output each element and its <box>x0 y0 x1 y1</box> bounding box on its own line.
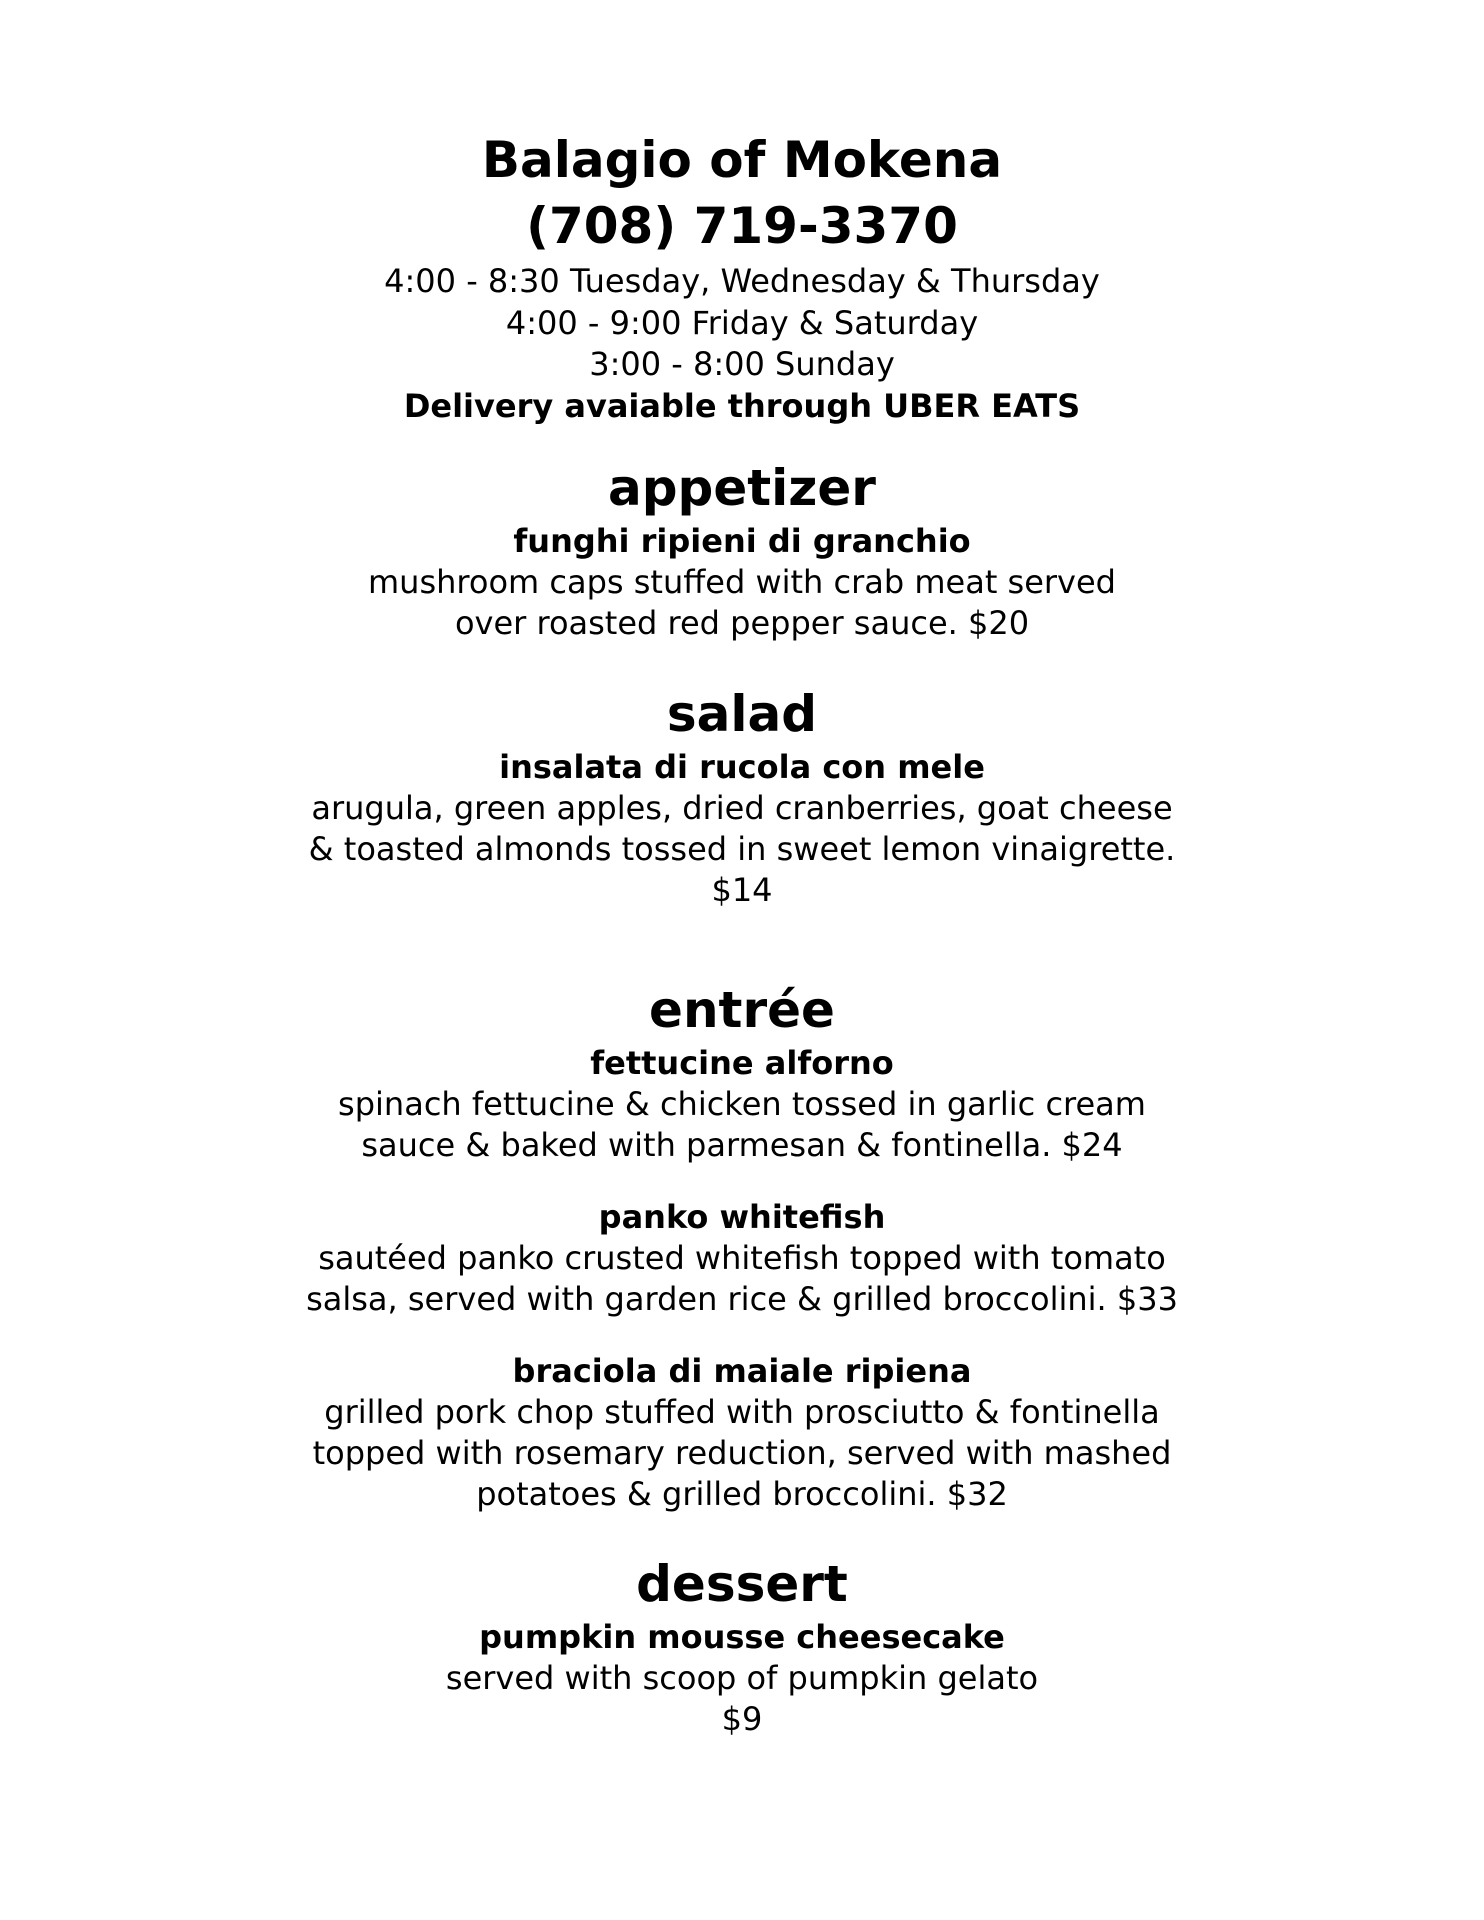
item-description-line: salsa, served with garden rice & grilled broccolini. $33 <box>306 1279 1178 1318</box>
item-description-line: arugula, green apples, dried cranberries, goat cheese <box>311 788 1173 827</box>
restaurant-phone: (708) 719-3370 <box>526 197 958 255</box>
section-entree <box>0 977 1484 1515</box>
item-description-line: over roasted red pepper sauce. $20 <box>454 603 1030 642</box>
menu-item <box>0 1351 1484 1515</box>
item-price: $9 <box>721 1699 763 1738</box>
item-description-line: mushroom caps stuffed with crab meat served <box>368 562 1116 601</box>
hours-line: 4:00 - 8:30 Tuesday, Wednesday & Thursday <box>384 262 1100 300</box>
menu-header <box>0 0 1484 427</box>
item-description-line: & toasted almonds tossed in sweet lemon vinaigrette. <box>308 829 1176 868</box>
item-price: $14 <box>711 870 773 909</box>
item-description-line: potatoes & grilled broccolini. $32 <box>476 1474 1008 1513</box>
item-description-line: grilled pork chop stuffed with prosciutto & fontinella <box>324 1392 1160 1431</box>
section-title: salad <box>666 684 818 743</box>
item-name: funghi ripieni di granchio <box>513 521 971 560</box>
item-description-line: spinach fettucine & chicken tossed in garlic cream <box>338 1084 1146 1123</box>
hours-list <box>0 261 1484 386</box>
section-title: entrée <box>649 980 835 1039</box>
menu-item <box>0 1197 1484 1320</box>
menu-item <box>0 747 1484 911</box>
item-name: braciola di maiale ripiena <box>512 1351 972 1390</box>
item-description-line: served with scoop of pumpkin gelato <box>445 1658 1039 1697</box>
section-title: appetizer <box>608 458 876 517</box>
item-name: pumpkin mousse cheesecake <box>479 1617 1005 1656</box>
restaurant-name: Balagio of Mokena <box>481 131 1003 189</box>
item-description-line: sautéed panko crusted whitefish topped with tomato <box>318 1238 1166 1277</box>
section-appetizer <box>0 455 1484 644</box>
item-name: fettucine alforno <box>590 1043 894 1082</box>
section-salad <box>0 681 1484 911</box>
item-name: insalata di rucola con mele <box>499 747 985 786</box>
hours-line: 4:00 - 9:00 Friday & Saturday <box>505 303 979 342</box>
menu-item <box>0 521 1484 644</box>
section-dessert <box>0 1551 1484 1740</box>
item-description-line: sauce & baked with parmesan & fontinella. $24 <box>361 1125 1123 1164</box>
item-name: panko whitefish <box>598 1197 886 1236</box>
item-description-line: topped with rosemary reduction, served with mashed <box>312 1433 1172 1472</box>
menu-item <box>0 1043 1484 1166</box>
menu-item <box>0 1617 1484 1740</box>
delivery-note: Delivery avaiable through UBER EATS <box>403 386 1081 425</box>
hours-line: 3:00 - 8:00 Sunday <box>589 345 895 383</box>
section-title: dessert <box>636 1554 848 1613</box>
